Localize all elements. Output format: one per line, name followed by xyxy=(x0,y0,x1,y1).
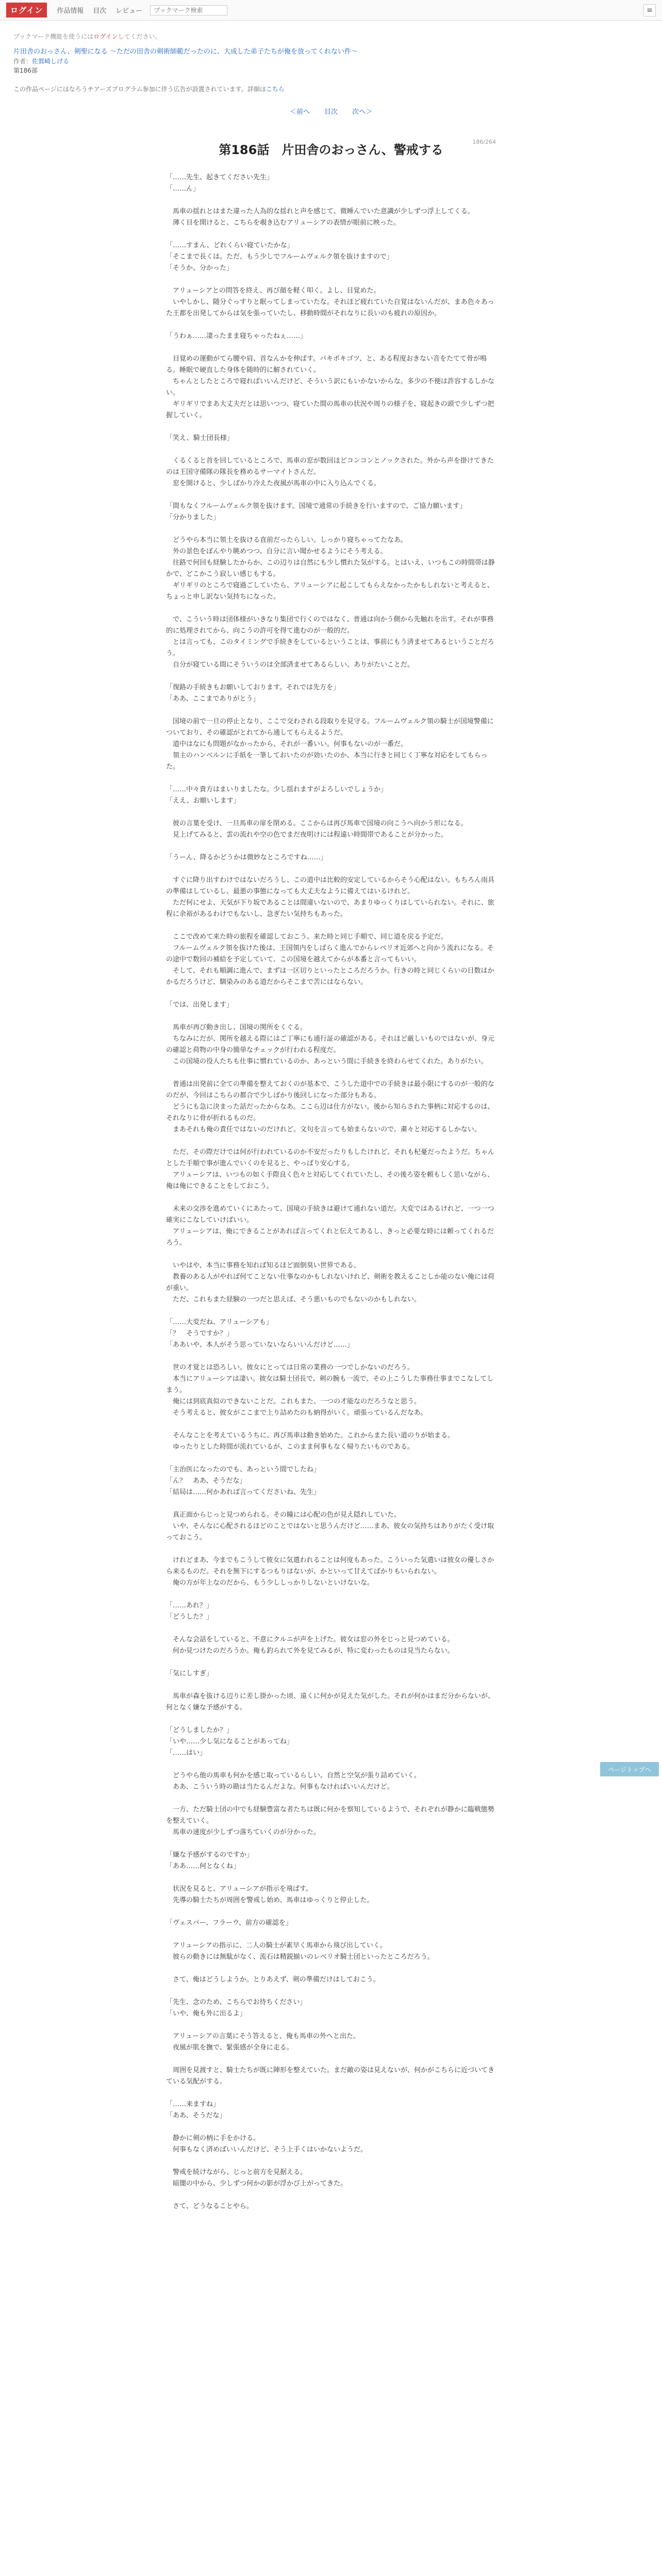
nav-work-info[interactable]: 作品情報 xyxy=(57,7,84,15)
story-paragraph xyxy=(166,841,496,852)
story-paragraph: 見上げてみると、雲の流れや空の色でまだ夜明けには程遠い時間帯であることが分かった。 xyxy=(166,831,448,839)
story-paragraph: 「どうした？」 xyxy=(166,1613,213,1621)
story-paragraph: 道中はなにも問題がなかったから、それが一番いい。何事もないのが一番だ。 xyxy=(166,740,408,748)
chapter-title: 第186話 片田舎のおっさん、警戒する xyxy=(219,143,443,157)
story-paragraph xyxy=(166,705,496,716)
story-paragraph: 「そこまで長くは。ただ、もう少しでフルームヴェルク領を抜けますので」 xyxy=(166,253,393,261)
story-paragraph xyxy=(166,988,496,999)
story-paragraph: 自分が寝ている間にそういうのは全部済ませてあるらしい。ありがたいことだ。 xyxy=(166,661,415,669)
story-paragraph: そう考えると、彼女がここまで上り詰めたのも納得がいく。頑張っているんだなあ。 xyxy=(166,1409,427,1417)
story-paragraph xyxy=(166,1872,496,1884)
story-paragraph: 馬車の揺れとはまた違った人為的な揺れと声を感じて、微睡んでいた意識が少しずつ浮上してくる。 xyxy=(166,208,474,215)
story-paragraph: そんなことを考えているうちに、再び馬車は動き始めた。これからまた長い道のりが始まる。 xyxy=(166,1432,455,1439)
site-header xyxy=(0,0,662,21)
work-author xyxy=(13,57,649,66)
story-paragraph xyxy=(166,2088,496,2099)
story-paragraph: 馬車の速度が少しずつ落ちていくのが分かった。 xyxy=(166,1828,320,1836)
story-paragraph xyxy=(166,1759,496,1770)
story-paragraph: フルームヴェルク領を抜けた後は、王国領内をしばらく進んでからレベリオ近郊へと向かう流れになる。その途中で数回の補給を予定していて、この国境を越えてからが本番と言ってもいい。 xyxy=(166,944,494,963)
story-paragraph: 「復路の手続きもお願いしております。それでは先方を」 xyxy=(166,684,340,691)
story-paragraph: 国境の前で一旦の停止となり、ここで交わされる段取りを見守る。フルームヴェルク領の騎士が国境警備についており、その確認がとれてから通してもらえるようだ。 xyxy=(166,718,494,737)
story-paragraph xyxy=(166,342,496,353)
story-paragraph: 「笑え、騎士団長様」 xyxy=(166,434,234,442)
story-paragraph: そして、それも順調に進んで、まずは一区切りといったところだろうか。行きの時と同じくらいの日数はかかるだろうけど、馴染みのある道だからそこまで苦にはならない。 xyxy=(166,967,494,986)
story-paragraph xyxy=(166,195,496,206)
story-paragraph: さて、どうなることやら。 xyxy=(166,2202,253,2210)
story-paragraph: 彼の言葉を受け、一旦馬車の扉を閉める。ここからは再び馬車で国境の向こうへ向かう形になる。 xyxy=(166,820,468,827)
story-paragraph: 「……大変だね、アリューシアも」 xyxy=(166,1318,273,1326)
story-paragraph xyxy=(166,1067,496,1079)
story-paragraph xyxy=(166,671,496,682)
story-paragraph xyxy=(166,229,496,240)
story-paragraph: 「ヴェスパー、フラーウ、前方の確認を」 xyxy=(166,1919,292,1927)
story-paragraph: 「……来ますね」 xyxy=(166,2100,220,2108)
story-paragraph: そんな会話をしていると、不意にクルニが声を上げた。彼女は窓の外をじっと見つめている。 xyxy=(166,1636,454,1643)
story-paragraph: 暗闇の中から、少しずつ何かの影が浮かび上がってきた。 xyxy=(166,2180,347,2188)
story-paragraph: ちなみにだが、関所を越える際にはご丁寧にも通行証の確認がある。それほど厳しいものではないが、身元の確認と荷物の中身の簡単なチェックが行われる程度だ。 xyxy=(166,1035,495,1054)
work-meta xyxy=(0,21,662,94)
story-paragraph xyxy=(166,1838,496,1850)
story-paragraph: 状況を見ると、アリューシアが指示を飛ばす。 xyxy=(166,1885,312,1893)
story-paragraph: 「分かりました」 xyxy=(166,514,220,521)
story-paragraph: アリューシアは、いつもの如く手際良く色々と対応してくれていたし、その後ろ姿を頼もしく思いながら、俺は俺にできることをしておこう。 xyxy=(166,1171,494,1190)
story-paragraph: 「ええ、お願いします」 xyxy=(166,797,240,805)
story-paragraph: 外の景色をぼんやり眺めつつ、自分に言い聞かせるようにそう考える。 xyxy=(166,548,387,555)
story-paragraph: ギリギリでまあ大丈夫だとは思いつつ、寝ていた間の馬車の状況や周りの様子を、寝起きの頭で少しずつ把握していく。 xyxy=(166,400,494,419)
story-paragraph: くるくると首を回しているところで、馬車の窓が数回ほどコンコンとノックされた。外から声を掛けてきたのは王国守備隊の隊長を務めるサーマイトさんだ。 xyxy=(166,457,494,476)
story-paragraph: いや、そんなに心配されるほどのことではないと思うんだけど……まあ、彼女の気持ちはありがたく受け取っておこう。 xyxy=(166,1522,494,1541)
story-paragraph xyxy=(166,1986,496,1997)
story-paragraph: 「……中々貴方はまいりましたな。少し揺れますがよろしいでしょうか」 xyxy=(166,786,388,793)
login-link[interactable]: ログイン xyxy=(93,33,118,40)
story-paragraph: 俺の方が年上なのだから、もう少ししっかりしないといけないな。 xyxy=(166,1579,374,1587)
login-note xyxy=(13,32,649,41)
story-paragraph xyxy=(166,1544,496,1555)
story-paragraph xyxy=(166,2190,496,2201)
story-paragraph: 馬車が再び動き出し、国境の関所をくぐる。 xyxy=(166,1024,307,1031)
story-paragraph: 本当にアリューシアは凄い。彼女は騎士団長で、剣の腕も一流で、その上こうした事務仕事までこなしてしまう。 xyxy=(166,1375,494,1394)
story-paragraph: 「うわぁ……凄ったまま寝ちゃったねぇ……」 xyxy=(166,332,307,340)
story-paragraph: 世の才覚とは恐ろしい。彼女にとっては日常の業務の一つでしかないのだろう。 xyxy=(166,1364,414,1371)
story-paragraph xyxy=(166,1793,496,1804)
story-paragraph: 未来の交渉を進めていくにあたって、国境の手続きは避けて通れない道だ。大変ではあるけれど、一つ一つ確実にこなしていけばいい。 xyxy=(166,1205,494,1224)
story-paragraph: 「……はい」 xyxy=(166,1749,207,1757)
story-paragraph: いやしかし、随分ぐっすりと眠ってしまっていたな。それほど疲れていた自覚はないんだが、まあ色々あった王都を出発してからは気を張っていたし、移動時間がそれなりに長いのも疲れの原因か。 xyxy=(166,298,494,317)
story-paragraph: 静かに剣の柄に手をかける。 xyxy=(166,2134,260,2142)
story-paragraph xyxy=(166,319,496,331)
story-paragraph xyxy=(166,603,496,614)
author-link[interactable]: 佐賀崎しげる xyxy=(32,58,70,65)
prev-chapter-link[interactable]: ＜前へ xyxy=(289,108,310,116)
story-paragraph xyxy=(166,2054,496,2065)
story-paragraph: 真正面からじっと見つめられる。その瞳には心配の色が見え隠れしていた。 xyxy=(166,1511,401,1519)
story-paragraph: アリューシアは、俺にできることがあれば言ってくれと伝えてあるし、きっと必要な時には頼ってくれるだろう。 xyxy=(166,1228,494,1247)
story-paragraph: 「……あれ？」 xyxy=(166,1602,213,1609)
story-paragraph: 「？ そうですか？」 xyxy=(166,1330,234,1337)
story-paragraph: 先導の騎士たちが周囲を警戒し始め、馬車はゆっくりと停止した。 xyxy=(166,1896,374,1904)
story-paragraph: 「気にしすぎ」 xyxy=(166,1670,213,1677)
story-paragraph xyxy=(166,2122,496,2133)
chapter-pager xyxy=(0,106,662,116)
story-paragraph: 目覚めの運動がてら腰や肩、首なんかを伸ばす。パキポキゴツ、と、ある程度おきない音をたてて骨が鳴る。睡眠で硬直した身体を随時的に解されていく。 xyxy=(166,355,487,374)
story-paragraph: アリューシアとの問答を終え、再び顔を軽く叩く。よし、目覚めた。 xyxy=(166,287,380,295)
story-paragraph xyxy=(166,523,496,535)
story-paragraph: ああ、こういう時の勘は当たるんだよな。何事もなければいいんだけど。 xyxy=(166,1783,394,1791)
story-paragraph: けれどまあ、今までもこうして彼女に気遣われることは何度もあった。こういった気遣いは彼女の優しさから来るものだ。それを無下にするつもりはないが、かといって甘えてばかりもいられない。 xyxy=(166,1556,494,1575)
story-paragraph xyxy=(166,1453,496,1464)
story-paragraph: ゆったりとした時間が流れているが、このまま何事もなく帰りたいものである。 xyxy=(166,1443,414,1451)
story-paragraph: ただ、これもまた経験の一つだと思えば、そう悪いものでもないのかもしれない。 xyxy=(166,1296,421,1303)
story-paragraph: 「ああ……何となくね」 xyxy=(166,1862,240,1870)
story-paragraph: 「ああいや、本人がそう思っていないならいいんだけど……」 xyxy=(166,1341,354,1349)
story-paragraph: 夜風が肌を撫で、緊張感が全身に走る。 xyxy=(166,2044,293,2052)
author-label: 作者： xyxy=(13,58,32,65)
login-logo[interactable]: ログイン xyxy=(6,3,47,18)
story-paragraph xyxy=(166,1906,496,1918)
story-paragraph: 「ああ、ここまでありがとう」 xyxy=(166,695,260,703)
nav-review[interactable]: レビュー xyxy=(115,7,143,15)
story-paragraph: アリューシアの指示に、二人の騎士が素早く馬車から飛び出していく。 xyxy=(166,1942,387,1950)
story-paragraph xyxy=(166,2020,496,2031)
story-paragraph: ただ何にせよ、天気が下り坂であることは間違いないので、あまりゆっくりはしていられない。それに、旅程に余裕があるわけでもないし、急ぎたい気持ちもあった。 xyxy=(166,899,494,918)
story-paragraph: 「先生、念のため、こちらでお待ちください」 xyxy=(166,1998,307,2006)
story-paragraph xyxy=(166,274,496,285)
story-paragraph: 警戒を続けながら、じっと前方を見据える。 xyxy=(166,2168,307,2176)
story-paragraph: 「では、出発します」 xyxy=(166,1001,234,1009)
story-paragraph: ただ、その際だけでは何が行われているのか不安だったりもしたけれど、それも杞憂だったようだ。ちゃんとした手順で事が進んでいくのを見ると、やっぱり安心する。 xyxy=(166,1148,495,1167)
story-paragraph: この国境の役人たちも仕事に慣れているのか、あっという間に手続きを終わらせてくれた。ありがたい。 xyxy=(166,1058,488,1065)
cheers-note-text: この作品ページにはなろうチアーズプログラム参加に伴う広告が設置されています。詳細は xyxy=(13,86,266,93)
story-paragraph xyxy=(166,1192,496,1204)
story-paragraph xyxy=(166,1680,496,1691)
story-paragraph xyxy=(166,489,496,501)
work-title-link[interactable]: 片田舎のおっさん、剣聖になる ～ただの田舎の剣術師範だったのに、大成した弟子たちが俺を放ってくれない件～ xyxy=(13,48,358,56)
story-paragraph: 馬車が森を抜ける辺りに差し掛かった頃、遠くに何かが見えた気がした。それが何かはまだ分からないが、何となく嫌な予感がする。 xyxy=(166,1692,495,1711)
story-paragraph xyxy=(166,444,496,455)
next-chapter-link[interactable]: 次へ＞ xyxy=(352,108,373,116)
story-paragraph: 「間もなくフルームヴェルク領を抜けます。国境で通常の手続きを行いますので、ご協力願います」 xyxy=(166,502,467,510)
story-paragraph: どうやら本当に領土を抜ける直前だったらしい。しっかり寝ちゃってたなあ。 xyxy=(166,536,407,544)
story-paragraph: 「……先生、起きてください先生」 xyxy=(166,174,274,181)
story-paragraph xyxy=(166,1714,496,1725)
story-paragraph: 俺には到底真似のできないことだ。これもまた、一つの才能なのだろうなと思う。 xyxy=(166,1398,421,1405)
story-paragraph: 「ああ、そうだな」 xyxy=(166,2112,226,2120)
cheers-note-link[interactable]: こちら xyxy=(266,86,285,93)
story-paragraph xyxy=(166,1136,496,1147)
story-paragraph: すぐに降り出すわけではないだろうし、この道中は比較的安定しているからそう心配はない。もちろん雨具の準備はしているし、最悪の事態になっても大丈夫なように備えてはいるけれど。 xyxy=(166,876,495,895)
story-paragraph xyxy=(166,1351,496,1362)
story-body xyxy=(166,172,496,2212)
story-paragraph xyxy=(166,920,496,931)
story-paragraph: どうにも急に決まった話だったからなあ。ここら辺は仕方がない。後から知らされた事柄に対応するのは、それなりに骨が折れるものだ。 xyxy=(166,1103,494,1122)
login-note-suffix: してください。 xyxy=(118,33,161,40)
story-paragraph: 「……ん」 xyxy=(166,185,200,193)
story-paragraph xyxy=(166,1657,496,1668)
story-paragraph xyxy=(166,1929,496,1940)
story-paragraph xyxy=(166,1306,496,1317)
story-paragraph xyxy=(166,1589,496,1600)
story-paragraph: 彼らの動きには無駄がなく、流石は精鋭揃いのレベリオ騎士団といったところだろう。 xyxy=(166,1953,434,1961)
story-paragraph: 「どうしましたか？」 xyxy=(166,1726,234,1734)
story-paragraph xyxy=(166,1623,496,1634)
chapter-count: 186/264 xyxy=(472,139,496,145)
story-paragraph: 教養のある人がやれば何てことない仕事なのかもしれないけれど、剣術を教えることしか能のない俺には荷が重い。 xyxy=(166,1273,495,1292)
story-paragraph: ギリギリのところで寝過ごしていたら、アリューシアに起こしてもらえなかったかもしれないと考えると、ちょっと申し訳ない気持ちになった。 xyxy=(166,582,494,601)
story-paragraph: 普通は出発前に全ての準備を整えておくのが基本で、こうした道中での手続きは最小限にするのが一般的なのだが、今回はこちらの都合で少しばかり後回しになった部分もある。 xyxy=(166,1080,494,1099)
nav-toc[interactable]: 目次 xyxy=(93,7,107,15)
story-paragraph xyxy=(166,863,496,875)
story-paragraph xyxy=(166,1011,496,1022)
story-paragraph: 「ん？ ああ、そうだな」 xyxy=(166,1477,246,1485)
toc-link[interactable]: 目次 xyxy=(324,108,338,116)
story-paragraph xyxy=(166,1419,496,1430)
story-paragraph: いやはや、本当に事務を知れば知るほど面倒臭い世界である。 xyxy=(166,1262,360,1269)
story-paragraph: アリューシアの言葉にそう答えると、俺も馬車の外へと出た。 xyxy=(166,2032,360,2040)
story-paragraph: 領主のハンベルンに手紙を一筆しておいたのが効いたのか、本当に行きと同じく丁寧な対応をしてもらった。 xyxy=(166,752,488,771)
story-paragraph: 一方、ただ騎士団の中でも経験豊富な者たちは既に何かを察知しているようで、それぞれが静かに臨戦態勢を整えていく。 xyxy=(166,1806,494,1825)
story-paragraph: 「そうか、分かった」 xyxy=(166,264,234,272)
page-top-button[interactable]: ページトップへ xyxy=(600,1762,659,1776)
chapter-main xyxy=(166,116,496,2212)
story-paragraph: で、こういう時は団体様がいきなり集団で行くのではなく、普通は向かう側から先触れを出す。それが事務的に処理されてから、向こうの許可を得て進むのが一般的だ。 xyxy=(166,616,494,635)
story-paragraph: 「……すまん、どれくらい寝ていたかな」 xyxy=(166,242,294,249)
cheers-program-note xyxy=(13,84,649,94)
story-paragraph: 「嫌な予感がするのですか」 xyxy=(166,1851,254,1859)
story-paragraph: 往路で何回も経験したからか、この辺りは自然にも少し慣れた気がする。とはいえ、いつもこの時間帯は静かで、どこかこう寂しい感じもする。 xyxy=(166,559,495,578)
story-paragraph xyxy=(166,1498,496,1510)
story-paragraph: 「いや、俺も外に出るよ」 xyxy=(166,2010,246,2018)
story-paragraph: 何事もなく済めばいいんだけど、そう上手くはいかないようだ。 xyxy=(166,2146,368,2154)
story-paragraph: 何か見つけたのだろうか。俺も釣られて外を見てみるが、特に変わったものは見当たらない。 xyxy=(166,1647,454,1655)
story-paragraph: 「いや……少し気になることがあってね」 xyxy=(166,1738,293,1745)
bookmark-search-input[interactable] xyxy=(150,5,227,15)
story-paragraph xyxy=(166,1249,496,1260)
story-paragraph xyxy=(166,2156,496,2167)
story-paragraph: 周囲を見渡すと、騎士たちが既に陣形を整えていた。まだ敵の姿は見えないが、何かがこちらに近づいてきている気配がする。 xyxy=(166,2066,495,2086)
chapter-header xyxy=(166,140,496,158)
story-paragraph: 薄く目を開けると、こちらを覗き込むアリューシアの表情が眼前に映った。 xyxy=(166,219,400,227)
story-paragraph xyxy=(166,1963,496,1974)
story-paragraph: 窓を開けると、少しばかり冷えた夜風が馬車の中に入り込んでくる。 xyxy=(166,480,381,487)
story-paragraph xyxy=(166,773,496,784)
story-number: 第186部 xyxy=(13,67,38,74)
story-paragraph: 「主治医になったのでも、あっという間でしたね」 xyxy=(166,1466,320,1473)
story-paragraph: とは言っても、このタイミングで手続きをしているということは、事前にもう済ませてあるということだろう。 xyxy=(166,638,494,657)
story-paragraph: 「うーん、降るかどうかは微妙なところですね……」 xyxy=(166,854,327,861)
story-paragraph xyxy=(166,807,496,818)
story-paragraph: ここで改めて来た時の旅程を確認しておこう。来た時と同じ手順で、同じ道を戻る予定だ。 xyxy=(166,933,448,941)
story-paragraph: ちゃんとしたところで寝ればいいんだけど、そういう訳にもいかないからな。多少の不便は許容するしかない。 xyxy=(166,378,494,397)
story-paragraph: さて、俺はどうしようか。とりあえず、剣の準備だけはしておこう。 xyxy=(166,1976,380,1984)
story-paragraph: まあそれも俺の責任ではないのだけれど。文句を言っても始まらないので、粛々と対応するしかない。 xyxy=(166,1126,481,1133)
login-note-prefix: ブックマーク機能を使うには xyxy=(13,33,94,40)
menu-icon[interactable]: ≡ xyxy=(643,4,656,16)
story-paragraph: 「結局は……何かあれば言ってくださいね、先生」 xyxy=(166,1488,321,1496)
story-paragraph xyxy=(166,421,496,433)
story-paragraph: どうやら他の馬車も何かを感じ取っているらしい。自然と空気が張り詰めていく。 xyxy=(166,1772,421,1780)
